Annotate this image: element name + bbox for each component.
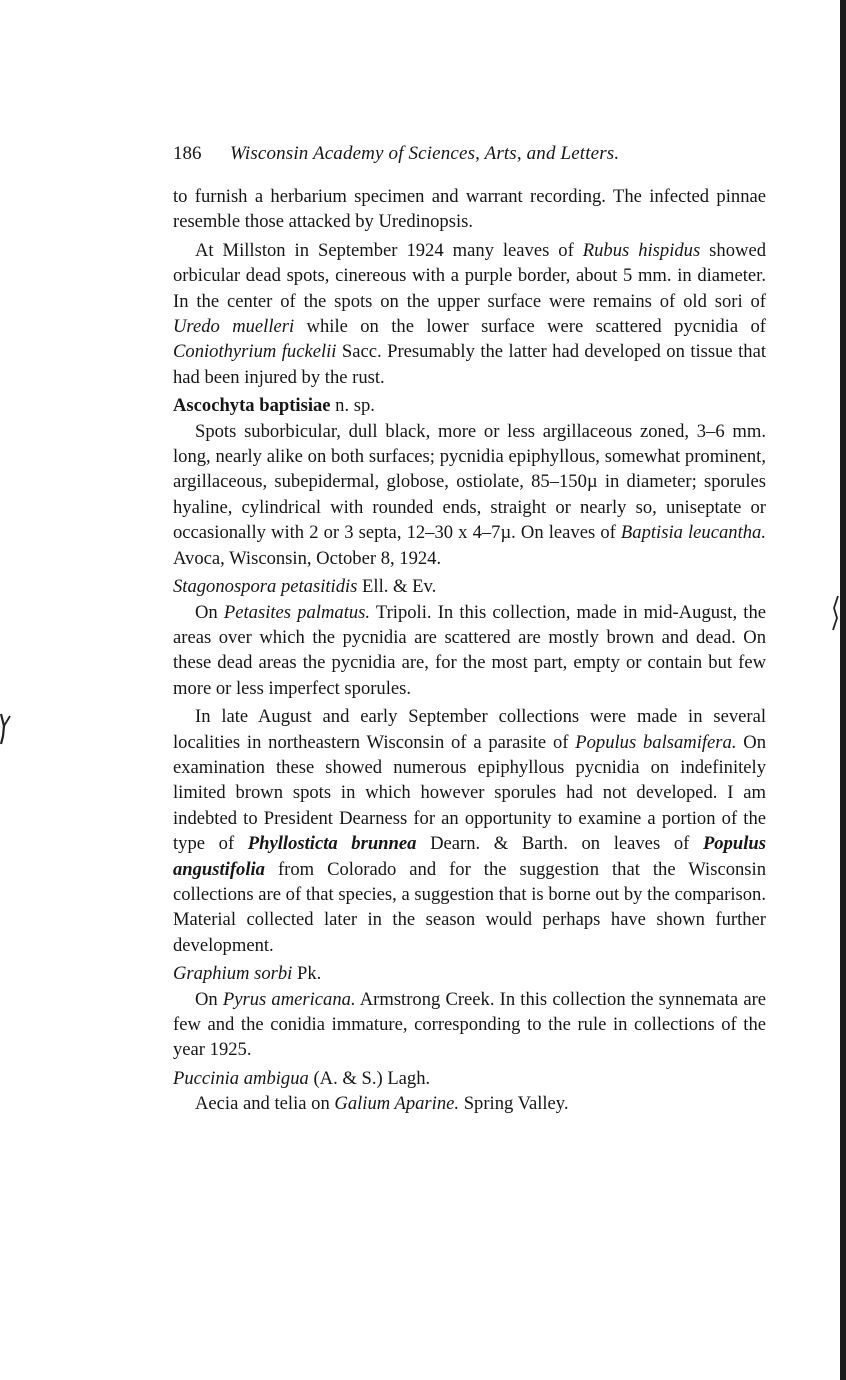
- paragraph: [173, 1091, 766, 1116]
- paragraph-text: while on the lower surface were scattered pycnidia of: [294, 316, 766, 338]
- paragraph: [173, 987, 766, 1063]
- species-name: Populus balsamifera.: [575, 731, 737, 753]
- paragraph-text: Sacc. Presumably the latter had developed on tissue that had been injured by the rust.: [173, 341, 766, 388]
- page-body: [173, 142, 766, 1117]
- species-name: Petasites palmatus.: [223, 601, 371, 623]
- species-heading-name: Stagonospora petasitidis: [173, 576, 358, 598]
- species-heading: [173, 961, 766, 986]
- species-name: Uredo muelleri: [173, 316, 295, 338]
- running-head: [173, 142, 766, 166]
- species-name: Coniothyrium fuckelii: [173, 341, 337, 363]
- margin-mark-icon: [828, 592, 840, 642]
- species-heading: [173, 574, 766, 599]
- paragraph-text: showed orbicular dead spots, cinereous with a purple border, about 5 mm. in diameter. In the center of the spots on the upper surface were remains of old sori of: [173, 239, 766, 312]
- species-heading-authority: (A. & S.) Lagh.: [308, 1067, 431, 1089]
- paragraph-text: from Colorado and for the suggestion that the Wisconsin collections are of that species, a suggestion that is borne out by the comparison. Material collected later in the season would perhaps have shown further development.: [173, 858, 766, 956]
- species-heading-name: Ascochyta baptisiae: [173, 395, 331, 417]
- species-heading: [173, 1066, 766, 1091]
- paragraph: [173, 600, 766, 702]
- paragraph-text: On: [195, 601, 224, 623]
- species-name: Baptisia leucantha.: [620, 522, 766, 544]
- species-name: Populus angustifolia: [173, 833, 766, 880]
- paragraph-text: Armstrong Creek. In this collection the synnemata are few and the conidia immature, corresponding to the rule in collections of the year 1925.: [173, 988, 767, 1061]
- paragraph-text: Spots suborbicular, dull black, more or less argillaceous zoned, 3–6 mm. long, nearly alike on both surfaces; pycnidia epiphyllous, somewhat prominent, argillaceous, subepidermal, globose, ostiolate, 85–150µ in diameter; sporules hyaline, cylindrical with rounded ends, straight or nearly so, uniseptate or occasionally with 2 or 3 septa, 12–30 x 4–7µ. On leaves of: [173, 420, 766, 544]
- page-edge-shadow: [840, 0, 846, 1380]
- species-heading-authority: n. sp.: [330, 395, 375, 417]
- species-heading-authority: Ell. & Ev.: [357, 576, 437, 598]
- paragraph: [173, 704, 766, 958]
- paragraph-text: to furnish a herbarium specimen and warrant recording. The infected pinnae resemble those attacked by Uredinopsis.: [173, 186, 766, 233]
- species-heading: [173, 393, 766, 418]
- journal-title: Wisconsin Academy of Sciences, Arts, and Letters.: [230, 143, 620, 164]
- paragraph-text: On examination these showed numerous epiphyllous pycnidia on indefinitely limited brown spots in which however sporules had not developed. I am indebted to President Dearness for an opportunity to examine a portion of the type of: [173, 731, 766, 855]
- species-name: Phyllosticta brunnea: [247, 833, 417, 855]
- species-name: Pyrus americana.: [222, 988, 356, 1010]
- paragraph-text: Spring Valley.: [459, 1093, 569, 1115]
- paragraph-text: Aecia and telia on: [195, 1093, 335, 1115]
- species-name: Rubus hispidus: [582, 239, 701, 261]
- paragraph-text: On: [195, 988, 223, 1010]
- paragraph: [173, 238, 766, 390]
- paragraph-text: Avoca, Wisconsin, October 8, 1924.: [173, 547, 442, 569]
- species-name: Galium Aparine.: [334, 1093, 460, 1115]
- paragraph: [173, 419, 766, 571]
- paragraph-text: Dearn. & Barth. on leaves of: [416, 833, 703, 855]
- species-heading-authority: Pk.: [292, 963, 322, 985]
- paragraph-text: At Millston in September 1924 many leaves of: [195, 239, 583, 261]
- species-heading-name: Puccinia ambigua: [173, 1067, 309, 1089]
- paragraph-text: In late August and early September collections were made in several localities in northeastern Wisconsin of a parasite of: [173, 706, 766, 753]
- paragraph-text: Tripoli. In this collection, made in mid-August, the areas over which the pycnidia are scattered are mostly brown and dead. On these dead areas the pycnidia are, for the most part, empty or contain but few more or less imperfect sporules.: [173, 601, 766, 699]
- paragraph: [173, 184, 766, 235]
- page-number: 186: [173, 143, 202, 164]
- species-heading-name: Graphium sorbi: [173, 963, 293, 985]
- margin-mark-icon: [0, 712, 12, 746]
